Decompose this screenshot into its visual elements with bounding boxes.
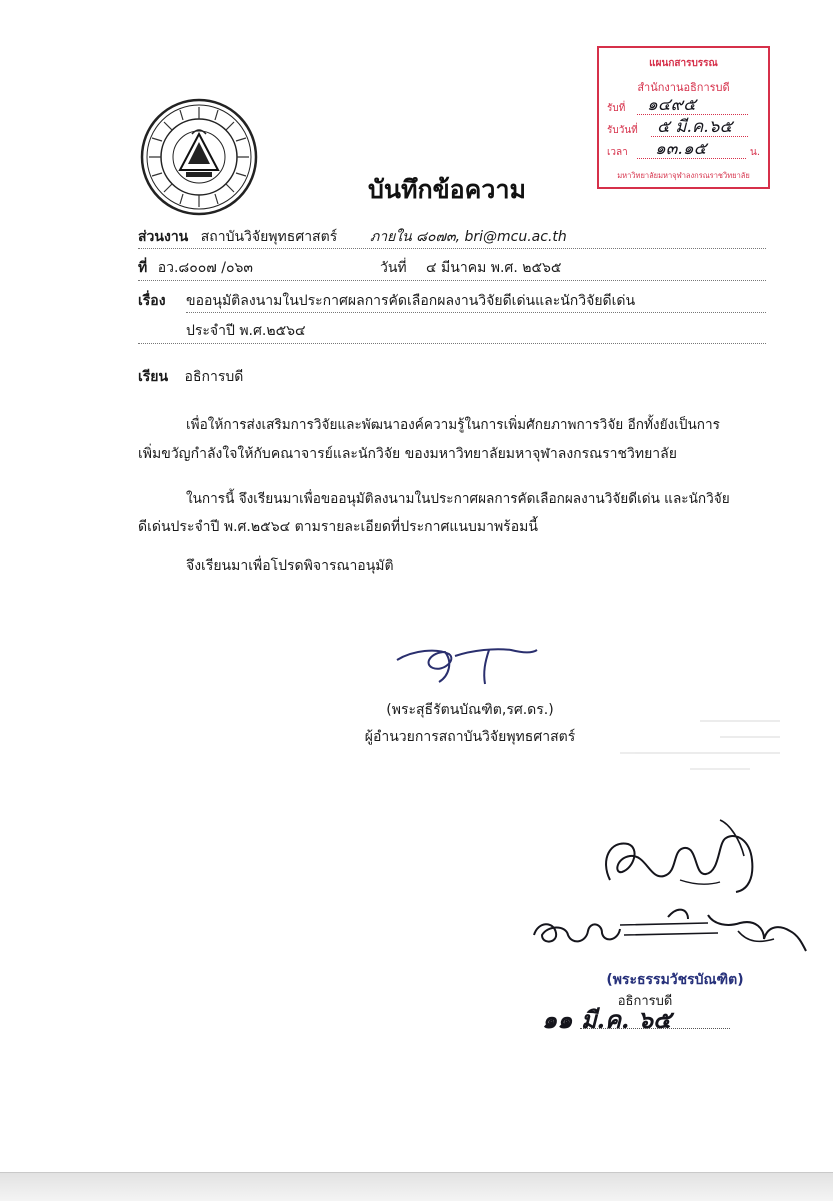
paragraph-3: จึงเรียนมาเพื่อโปรดพิจารณาอนุมัติ	[186, 558, 394, 574]
receipt-stamp	[597, 46, 770, 189]
approval-date-line	[580, 1028, 730, 1029]
ref-label: ที่	[138, 260, 148, 276]
department-label: ส่วนงาน	[138, 229, 189, 245]
divider	[138, 280, 766, 281]
to-row	[138, 366, 243, 388]
stamp-office: สำนักงานอธิการบดี	[637, 81, 730, 94]
date-value: ๔ มีนาคม พ.ศ. ๒๕๖๕	[426, 260, 562, 276]
reference-row	[138, 257, 562, 279]
university-seal-icon	[140, 98, 258, 216]
subject-row	[138, 290, 636, 312]
director-name: (พระสุธีรัตนบัณฑิต,รศ.ดร.)	[386, 702, 554, 718]
paragraph-2-line-2: ดีเด่นประจำปี พ.ศ.๒๕๖๔ ตามรายละเอียดที่ประกาศแนบมาพร้อมนี้	[138, 519, 538, 535]
stamp-received-no-label: รับที่	[607, 103, 626, 114]
contact-value: ภายใน ๘๐๗๓, bri@mcu.ac.th	[370, 229, 567, 245]
paragraph-2-line-1: ในการนี้ จึงเรียนมาเพื่อขออนุมัติลงนามในประกาศผลการคัดเลือกผลงานวิจัยดีเด่น และนักวิจัย	[186, 491, 730, 507]
stamp-university: มหาวิทยาลัยมหาจุฬาลงกรณราชวิทยาลัย	[617, 171, 750, 180]
divider	[186, 312, 766, 313]
stamp-time: ๑๓.๑๕	[655, 139, 707, 159]
approver-name: (พระธรรมวัชรบัณฑิต)	[606, 972, 744, 988]
director-position: ผู้อำนวยการสถาบันวิจัยพุทธศาสตร์	[364, 729, 576, 745]
date-label: วันที่	[380, 260, 407, 276]
subject-line-1: ขออนุมัติลงนามในประกาศผลการคัดเลือกผลงานวิจัยดีเด่นและนักวิจัยดีเด่น	[186, 293, 636, 309]
subject-label: เรื่อง	[138, 293, 166, 309]
director-signature	[393, 638, 543, 688]
stamp-received-no: ๑๔๙๕	[647, 95, 696, 115]
stamp-received-date-label: รับวันที่	[607, 125, 638, 136]
approver-signature-2	[528, 895, 810, 965]
to-value: อธิการบดี	[184, 369, 244, 385]
department-row	[138, 226, 567, 248]
paragraph-1-line-1: เพื่อให้การส่งเสริมการวิจัยและพัฒนาองค์ความรู้ในการเพิ่มศักยภาพการวิจัย อีกทั้งยังเป็นการ	[186, 417, 720, 433]
department-value: สถาบันวิจัยพุทธศาสตร์	[200, 229, 338, 245]
to-label: เรียน	[138, 369, 169, 385]
divider	[138, 248, 766, 249]
paragraph-1-line-2: เพิ่มขวัญกำลังใจให้กับคณาจารย์และนักวิจัย ของมหาวิทยาลัยมหาจุฬาลงกรณราชวิทยาลัย	[138, 446, 677, 462]
approver-position: อธิการบดี	[617, 994, 673, 1009]
memo-title: บันทึกข้อความ	[368, 175, 526, 204]
stamp-dept: แผนกสารบรรณ	[649, 58, 718, 69]
stamp-time-label: เวลา	[607, 147, 628, 158]
stamp-time-suffix: น.	[749, 147, 760, 158]
ref-value: อว.๘๐๐๗ /๐๖๓	[157, 260, 253, 276]
stamp-received-date: ๕ มี.ค.๖๕	[657, 117, 733, 137]
subject-line-2: ประจำปี พ.ศ.๒๕๖๔	[186, 323, 306, 339]
approval-date: ๑๑ มี.ค. ๖๕	[542, 1005, 672, 1034]
divider	[138, 343, 766, 344]
stamp-time-row	[607, 140, 760, 164]
bleed-through	[590, 706, 790, 796]
page-bottom-edge	[0, 1172, 833, 1201]
